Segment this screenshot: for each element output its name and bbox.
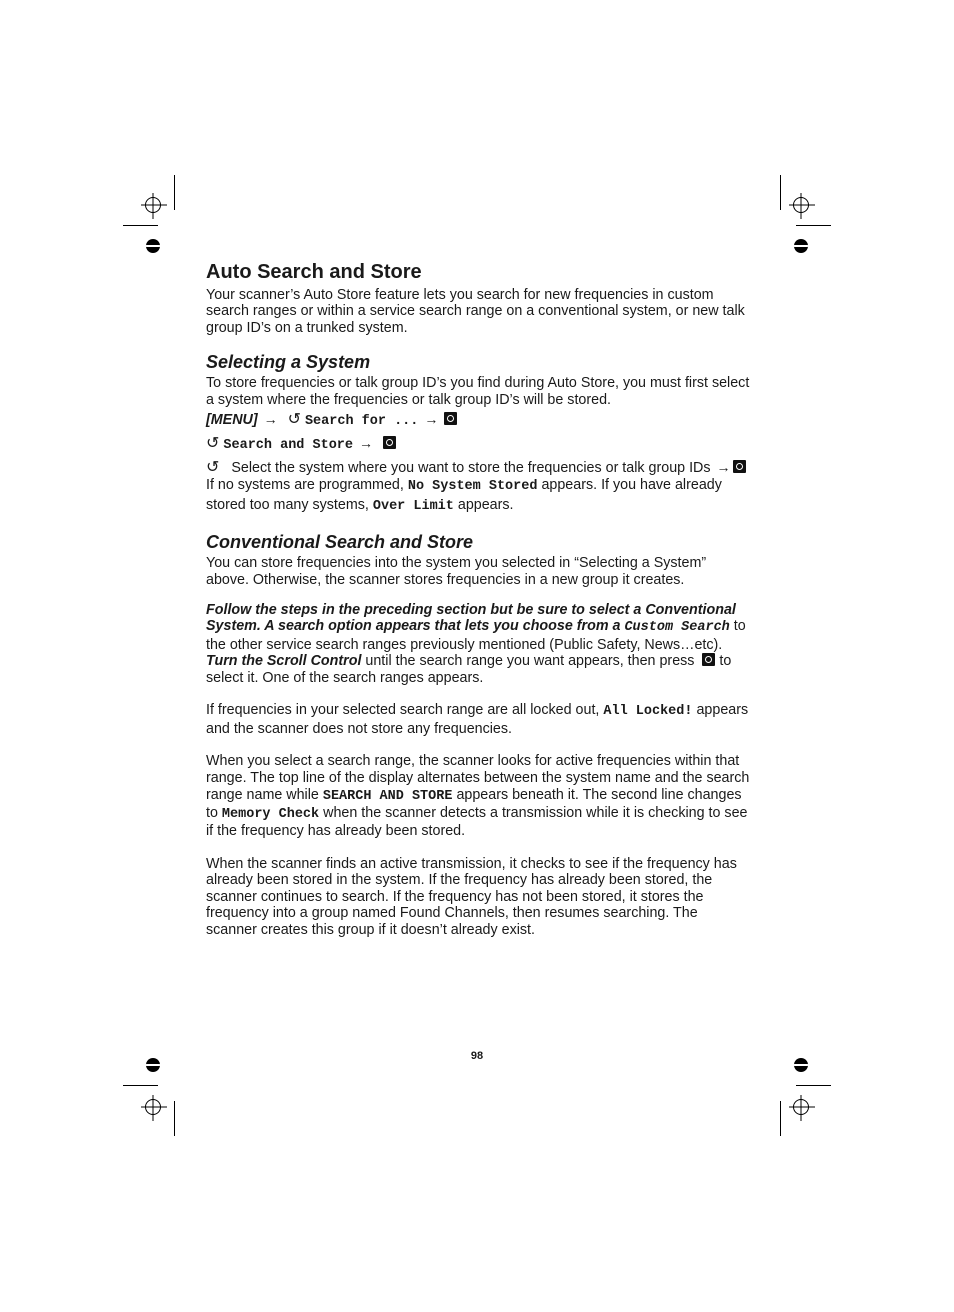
registration-mark-tr bbox=[793, 197, 809, 213]
custom-search-option: Custom Search bbox=[624, 620, 730, 636]
arrow-icon: → bbox=[359, 435, 373, 452]
arrow-icon: → bbox=[263, 411, 278, 428]
crop-mark-br-v bbox=[780, 1101, 781, 1136]
conventional-body: You can store frequencies into the system you selected in “Selecting a System” above. Otherwise, the scanner stores frequencies in a new group it creates. bbox=[206, 555, 707, 588]
over-limit-message: Over Limit bbox=[372, 499, 454, 515]
crop-mark-bl-v bbox=[174, 1101, 175, 1136]
bullet-mark-tl bbox=[146, 239, 160, 253]
registration-mark-bl bbox=[145, 1099, 161, 1115]
registration-mark-br bbox=[793, 1099, 809, 1115]
search-range-paragraph: When you select a search range, the scanner looks for active frequencies within that range. The top line of the display alternates between the system name and the search range name while SEARCH AND STORE appears beneath it. The second line changes to Memory Check when the scanner detects a transmission while it is checking to see if the frequency has already been stored. bbox=[206, 752, 750, 839]
active-transmission-paragraph: When the scanner finds an active transmission, it checks to see if the frequency has already been stored in the system. If the frequency has already been stored, the scanner continues to search. If the frequency has not been stored, it stores the frequency into a group named Found Channels, then resumes searching. The scanner creates this group if it doesn’t already exist. bbox=[206, 855, 737, 938]
memory-check-display: Memory Check bbox=[221, 806, 320, 822]
crop-mark-tl-h bbox=[123, 225, 158, 226]
arrow-icon: → bbox=[424, 411, 439, 428]
page-number: 98 bbox=[470, 1050, 484, 1062]
select-system-text: Select the system where you want to store the frequencies or talk group IDs bbox=[231, 459, 711, 476]
select-button-icon bbox=[383, 436, 396, 449]
all-locked-message: All Locked! bbox=[603, 704, 693, 720]
crop-mark-tr-h bbox=[796, 225, 831, 226]
select-button-icon bbox=[444, 412, 457, 425]
select-system-step-line bbox=[206, 459, 751, 476]
intro-paragraph: Your scanner’s Auto Store feature lets you search for new frequencies in custom search ranges or within a service search range on a conventional system, or new talk group ID’s on a trunked system. bbox=[206, 287, 745, 336]
no-systems-note: If no systems are programmed, No System Stored appears. If you have already stored too many systems, Over Limit appears. bbox=[206, 477, 722, 515]
conventional-steps-paragraph: Follow the steps in the preceding section but be sure to select a Conventional System. A search option appears that lets you choose from a Custom Search to the other service search ranges previously mentioned (Public Safety, News…etc). Turn the Scroll Control until the search range you want appears, then press to select it. One of the search ranges appears. bbox=[206, 602, 746, 686]
search-and-store-display: SEARCH AND STORE bbox=[322, 788, 453, 804]
page-title: Auto Search and Store bbox=[206, 261, 422, 283]
menu-key-label: [MENU] bbox=[206, 412, 258, 429]
search-store-step-line bbox=[206, 435, 751, 454]
section-heading-selecting: Selecting a System bbox=[206, 352, 371, 373]
registration-mark-tl bbox=[145, 197, 161, 213]
scroll-icon: ↺ bbox=[206, 435, 220, 453]
bullet-mark-tr bbox=[794, 239, 808, 253]
scroll-icon: ↺ bbox=[287, 411, 301, 429]
crop-mark-tr-v bbox=[780, 175, 781, 210]
selecting-body: To store frequencies or talk group ID’s you find during Auto Store, you must first select a system where the frequencies or talk group ID’s will be stored. bbox=[206, 375, 750, 408]
arrow-icon: → bbox=[716, 458, 731, 475]
select-button-icon bbox=[733, 460, 746, 473]
all-locked-paragraph: If frequencies in your selected search range are all locked out, All Locked! appears and the scanner does not store any frequencies. bbox=[206, 702, 749, 737]
menu-step-line bbox=[206, 411, 751, 430]
search-and-store-menu-item: Search and Store bbox=[223, 438, 354, 454]
crop-mark-bl-h bbox=[123, 1085, 158, 1086]
crop-mark-tl-v bbox=[174, 175, 175, 210]
select-button-icon bbox=[702, 653, 715, 666]
no-system-stored-message: No System Stored bbox=[407, 479, 538, 495]
search-for-menu-item: Search for ... bbox=[304, 414, 419, 430]
scroll-icon: ↺ bbox=[206, 458, 220, 476]
page-content bbox=[206, 260, 751, 938]
section-heading-conventional: Conventional Search and Store bbox=[206, 532, 474, 553]
crop-mark-br-h bbox=[796, 1085, 831, 1086]
